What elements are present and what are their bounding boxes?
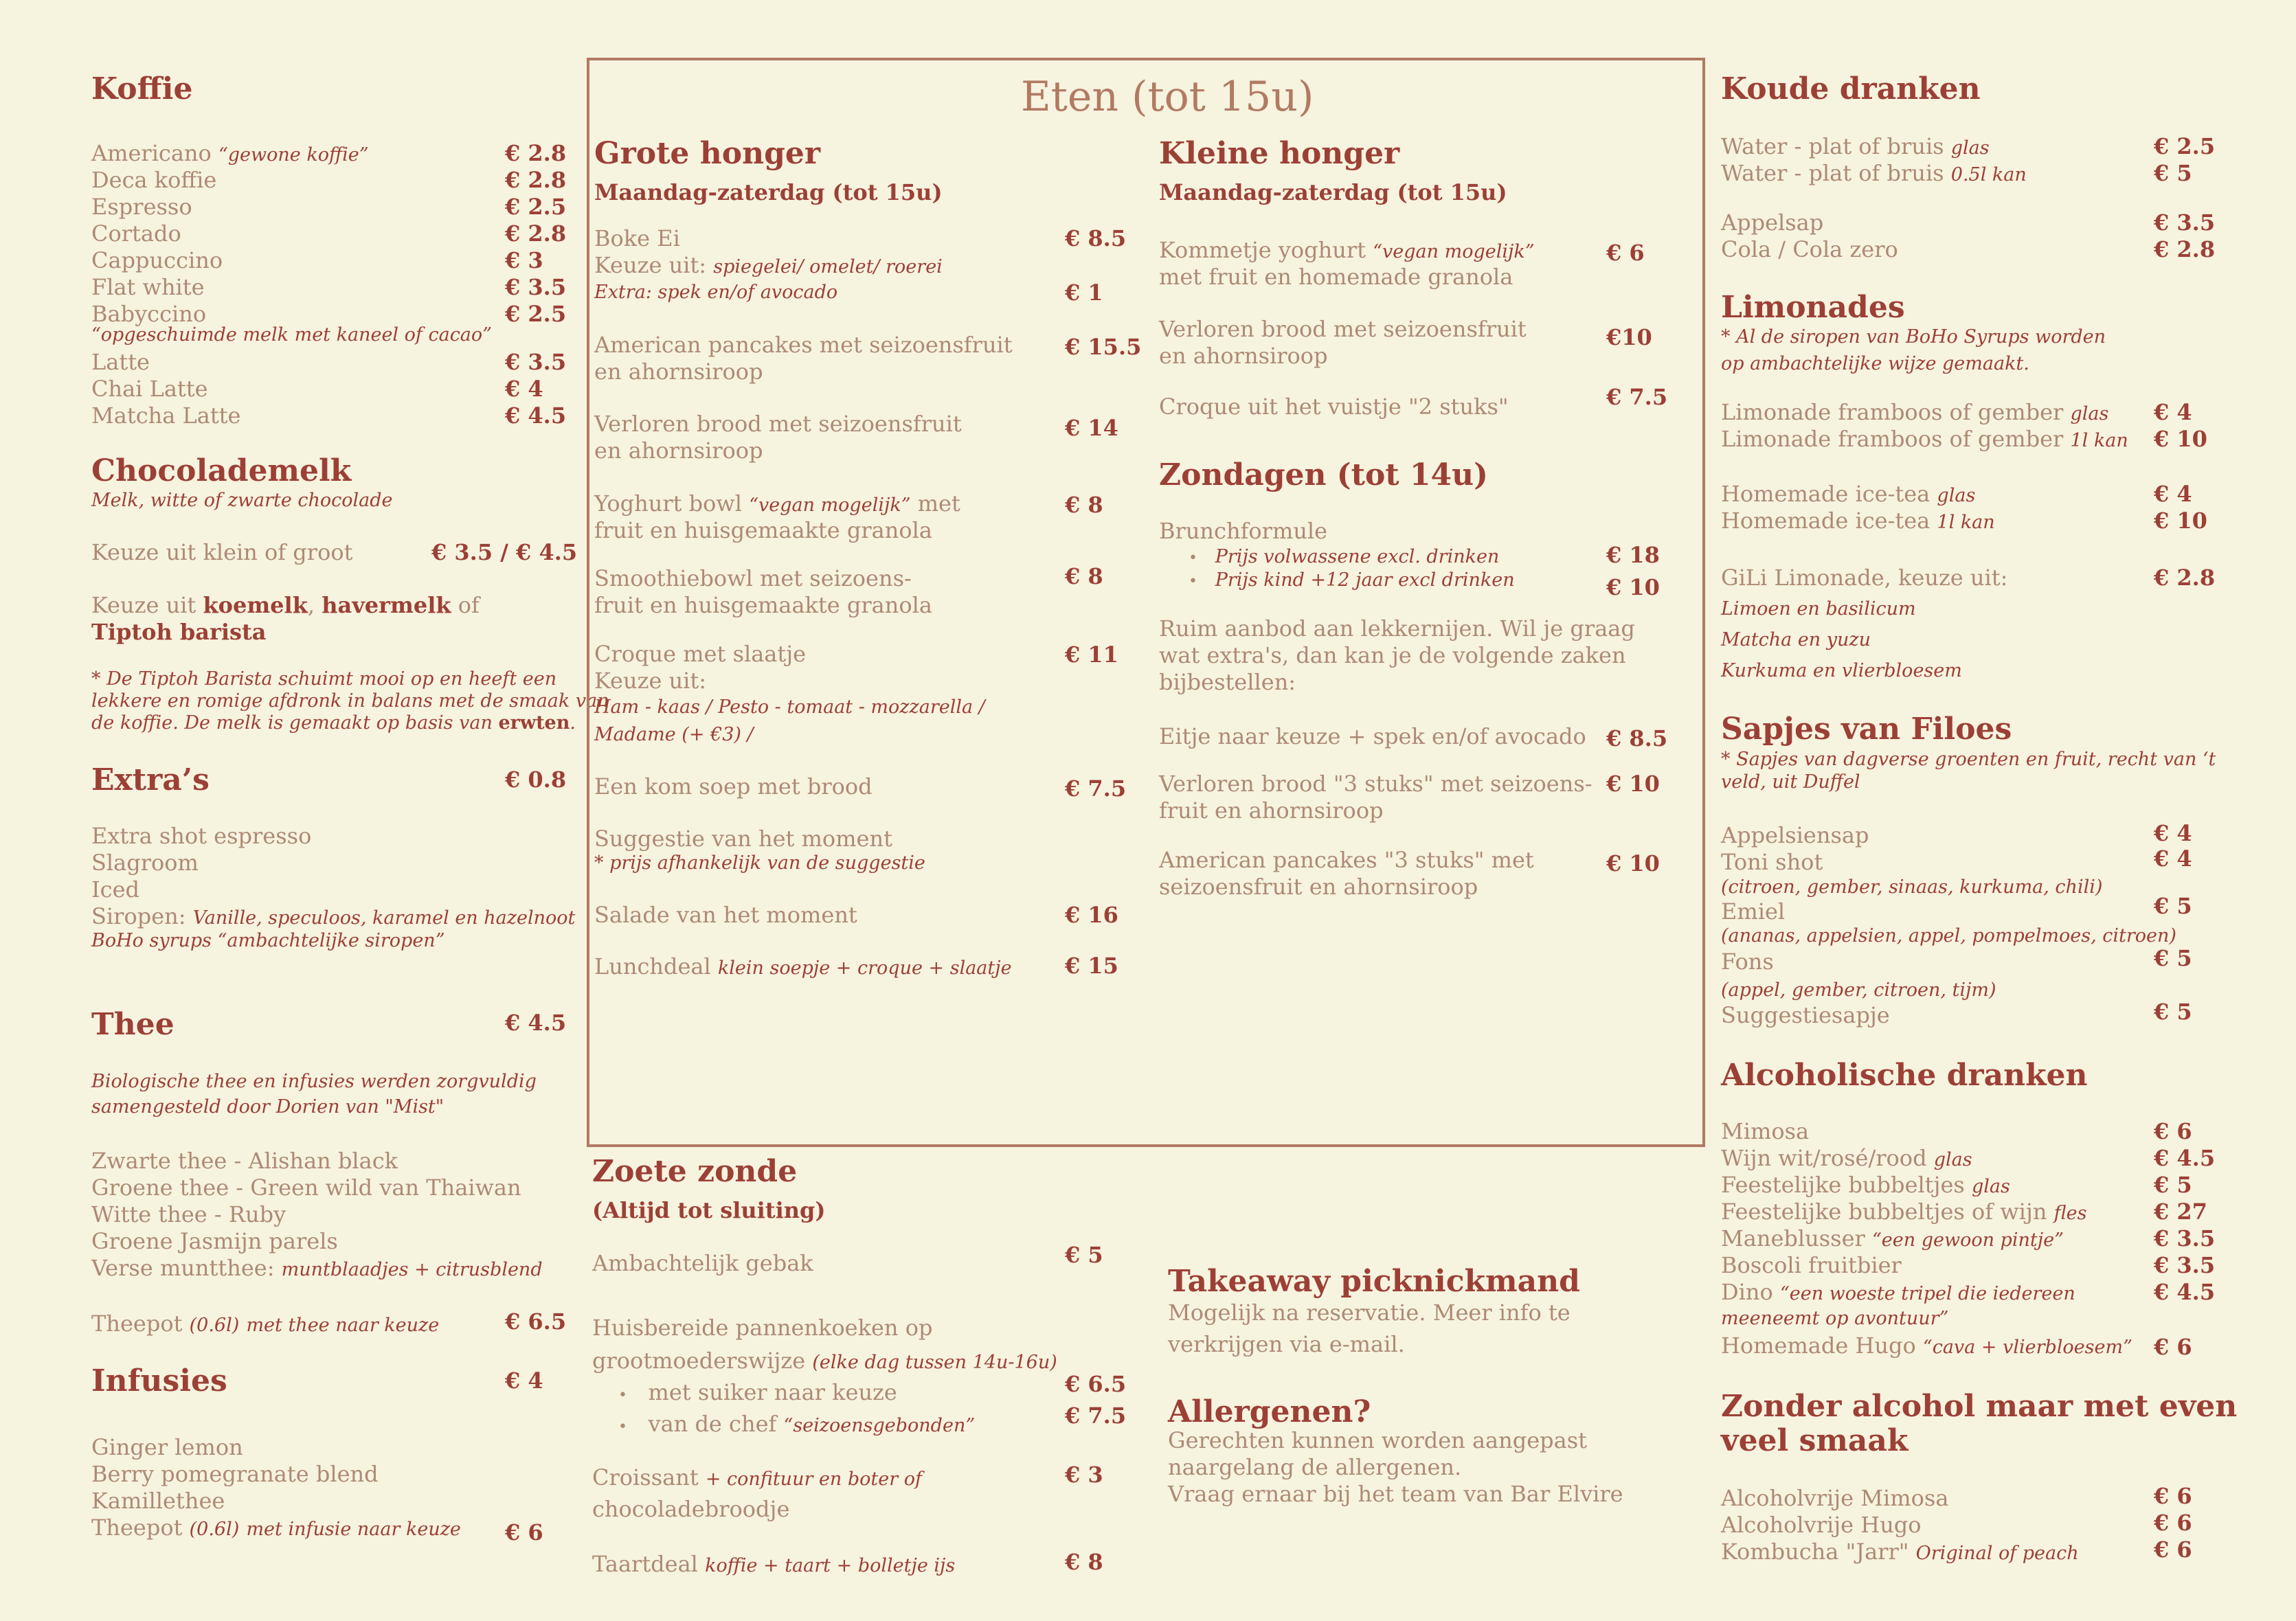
pannen-chef-note: “seizoensgebonden”: [783, 1415, 976, 1436]
hugo: [1721, 1333, 2132, 1361]
infusies-item-1: Berry pomegranate blend: [91, 1461, 379, 1487]
kommetje-2: met fruit en homemade granola: [1159, 264, 1513, 290]
extras-item-1: Slagroom: [91, 850, 199, 876]
koffie-item-price: € 2.5: [505, 301, 567, 327]
water-1: [1721, 133, 1990, 161]
pancakes-2: en ahornsiroop: [594, 359, 763, 385]
emiel-note: (ananas, appelsien, appel, pompelmoes, citroen): [1721, 925, 2176, 946]
koffie-item-name: Americano: [91, 140, 212, 166]
croque-1: Croque met slaatje: [594, 641, 807, 667]
wijn: [1721, 1145, 1972, 1173]
appelsap: Appelsap: [1721, 209, 1824, 236]
grote-title: Grote honger: [594, 136, 821, 171]
infusies-price: € 4: [505, 1368, 543, 1394]
croissant: [592, 1464, 922, 1493]
kleine-croque-price: € 7.5: [1606, 384, 1668, 410]
thee-pot: [91, 1311, 439, 1339]
suggestie: Suggestie van het moment: [594, 826, 892, 852]
bub-2-label: Feestelijke bubbeltjes of wijn: [1721, 1199, 2047, 1225]
milk-koemelk: koemelk: [203, 592, 308, 618]
water-2-price: € 5: [2154, 160, 2192, 186]
zoete-sub: (Altijd tot sluiting): [592, 1197, 826, 1223]
eten-title: Eten (tot 15u): [1021, 73, 1314, 121]
smoothie-1: Smoothiebowl met seizoens-: [594, 565, 912, 591]
gebak-price: € 5: [1065, 1242, 1103, 1268]
extras-price: € 0.8: [505, 767, 567, 793]
emiel: Emiel: [1721, 898, 1786, 925]
bub-2: [1721, 1199, 2086, 1227]
lunchdeal-price: € 15: [1065, 953, 1118, 979]
dino-note-2: meeneemt op avontuur”: [1721, 1308, 1949, 1329]
infusies-pot: [91, 1515, 461, 1543]
thee-pot-size: (0.6l): [189, 1315, 240, 1336]
extras-item-0: Extra shot espresso: [91, 823, 312, 849]
zondag-verloren-1: Verloren brood "3 stuks" met seizoens-: [1159, 771, 1592, 797]
thee-item-1: Groene thee - Green wild van Thaiwan: [91, 1175, 521, 1201]
brunch-kind: [1189, 568, 1515, 594]
milk-of: of: [458, 592, 480, 618]
fons-price: € 5: [2154, 945, 2192, 971]
gili-price: € 2.8: [2154, 565, 2216, 591]
lim-1-label: Limonade framboos of gember: [1721, 399, 2064, 425]
yoghurt-note: “vegan mogelijk”: [749, 495, 911, 516]
boke-extra-price: € 1: [1065, 280, 1103, 306]
taartdeal: [592, 1551, 955, 1579]
gili-opt-2: Kurkuma en vlierbloesem: [1721, 660, 1962, 681]
pancakes-1: American pancakes met seizoensfruit: [594, 332, 1013, 358]
ice-1-price: € 4: [2154, 481, 2192, 507]
lunchdeal: [594, 953, 1012, 982]
koffie-item-price: € 2.8: [505, 167, 567, 193]
alcohol-title: Alcoholische dranken: [1721, 1058, 2088, 1093]
kleine-croque: Croque uit het vuistje "2 stuks": [1159, 394, 1509, 420]
thee-item-2: Witte thee - Ruby: [91, 1201, 286, 1227]
thee-item-3: Groene Jasmijn parels: [91, 1228, 338, 1254]
yoghurt-price: € 8: [1065, 492, 1103, 518]
bullet-icon: •: [618, 1387, 627, 1404]
pannen-2: [592, 1348, 1057, 1376]
eitje-price: € 8.5: [1606, 725, 1668, 751]
lunchdeal-note: klein soepje + croque + slaatje: [717, 957, 1012, 979]
koffie-item-price: € 4.5: [505, 403, 567, 429]
brunch-volw-label: Prijs volwassene excl. drinken: [1215, 546, 1500, 567]
lim-1-price: € 4: [2154, 399, 2192, 425]
thee-pot-label: Theepot: [91, 1311, 183, 1337]
brunch-volw: [1189, 545, 1499, 571]
croissant-price: € 3: [1065, 1462, 1103, 1488]
zonder-title-2: veel smaak: [1721, 1423, 1909, 1458]
brunchformule: Brunchformule: [1159, 518, 1328, 544]
koffie-item: [91, 274, 205, 301]
extras-siropen-brand: BoHo syrups “ambachtelijke siropen”: [91, 930, 445, 951]
ruim-3: bijbestellen:: [1159, 669, 1296, 695]
suggestiesapje: Suggestiesapje: [1721, 1002, 1890, 1028]
allergenen-line-3: Vraag ernaar bij het team van Bar Elvire: [1168, 1481, 1623, 1507]
limonades-title: Limonades: [1721, 290, 1905, 325]
infusies-pot-label: Theepot: [91, 1515, 183, 1541]
koffie-item-name: Matcha Latte: [91, 403, 241, 429]
kombucha-note: Original of peach: [1915, 1543, 2079, 1564]
allergenen-title: Allergenen?: [1168, 1394, 1371, 1429]
infusies-item-0: Ginger lemon: [91, 1434, 243, 1460]
koffie-item-name: Flat white: [91, 274, 205, 300]
allergenen-line-1: Gerechten kunnen worden aangepast: [1168, 1427, 1587, 1453]
soep: Een kom soep met brood: [594, 773, 873, 800]
chocolademelk-milk-line: [91, 592, 480, 619]
koffie-item: [91, 220, 181, 247]
croque-price: € 11: [1065, 642, 1118, 668]
soep-price: € 7.5: [1065, 775, 1127, 802]
smoothie-2: fruit en huisgemaakte granola: [594, 592, 932, 618]
dino-note: “een woeste tripel die iedereen: [1779, 1283, 2075, 1304]
pannen-note: (elke dag tussen 14u-16u): [812, 1352, 1057, 1373]
footnote-end: .: [570, 712, 576, 734]
chocolademelk-keuze: Keuze uit klein of groot: [91, 539, 353, 565]
water-2-note: 0.5l kan: [1950, 164, 2027, 185]
pannen-suiker-price: € 6.5: [1065, 1371, 1127, 1397]
water-2: [1721, 160, 2027, 188]
toni-price: € 4: [2154, 846, 2192, 872]
infusies-title: Infusies: [91, 1363, 227, 1398]
suggestie-note: * prijs afhankelijk van de suggestie: [594, 852, 925, 874]
hugo-note: “cava + vlierbloesem”: [1922, 1337, 2132, 1358]
koffie-item-price: € 3.5: [505, 349, 567, 375]
koffie-title: Koffie: [91, 71, 193, 106]
yoghurt-label: Yoghurt bowl: [594, 490, 743, 517]
brunch-kind-label: Prijs kind +12 jaar excl drinken: [1215, 569, 1515, 591]
pannen-suiker-label: met suiker naar keuze: [648, 1379, 897, 1405]
extras-siropen: [91, 903, 575, 931]
limonades-note-1: * Al de siropen van BoHo Syrups worden: [1721, 326, 2106, 348]
grote-sub: Maandag-zaterdag (tot 15u): [594, 179, 943, 205]
takeaway-line-2: verkrijgen via e-mail.: [1168, 1331, 1405, 1357]
siropen-label: Siropen:: [91, 903, 186, 929]
pancakes-price: € 15.5: [1065, 334, 1142, 360]
koffie-item-price: € 2.5: [505, 194, 567, 220]
zondag-pancakes-1: American pancakes "3 stuks" met: [1159, 847, 1534, 873]
lim-2-price: € 10: [2154, 426, 2207, 452]
zoete-title: Zoete zonde: [592, 1154, 798, 1189]
milk-havermelk: havermelk: [322, 592, 451, 618]
kommetje-price: € 6: [1606, 240, 1645, 266]
bub-1: [1721, 1172, 2010, 1200]
ice-1: [1721, 481, 1975, 509]
thee-pot-note: met thee naar keuze: [246, 1315, 440, 1336]
verloren-1: Verloren brood met seizoensfruit: [594, 411, 962, 437]
gili-opt-1: Matcha en yuzu: [1721, 629, 1871, 650]
sapjes-note-2: veld, uit Duffel: [1721, 771, 1860, 793]
bub-2-note: fles: [2053, 1203, 2087, 1224]
cola: Cola / Cola zero: [1721, 236, 1898, 262]
koffie-item: [91, 140, 369, 168]
lim-1-note: glas: [2070, 403, 2109, 424]
koffie-item-name: Cappuccino: [91, 247, 223, 273]
thee-note-2: samengesteld door Dorien van "Mist": [91, 1096, 444, 1118]
lim-2-note: 1l kan: [2070, 430, 2128, 451]
pannen-chef-label: van de chef: [648, 1411, 777, 1437]
munt-label: Verse muntthee:: [91, 1255, 275, 1281]
maneblusser-label: Maneblusser: [1721, 1225, 1865, 1251]
verloren-price: € 14: [1065, 415, 1118, 441]
water-1-label: Water - plat of bruis: [1721, 133, 1944, 159]
water-1-price: € 2.5: [2154, 133, 2216, 159]
chocolademelk-footnote-1: * De Tiptoh Barista schuimt mooi op en heeft een: [91, 668, 557, 690]
kleine-sub: Maandag-zaterdag (tot 15u): [1159, 179, 1507, 205]
wijn-label: Wijn wit/rosé/rood: [1721, 1145, 1927, 1171]
cola-price: € 2.8: [2154, 236, 2216, 262]
infusies-pot-size: (0.6l): [189, 1519, 240, 1540]
ice-2-price: € 10: [2154, 508, 2207, 534]
ruim-2: wat extra's, dan kan je de volgende zaken: [1159, 642, 1626, 668]
emiel-price: € 5: [2154, 893, 2192, 919]
lim-1: [1721, 399, 2108, 427]
kleine-verloren-price: €10: [1606, 324, 1652, 350]
fons-note: (appel, gember, citroen, tijm): [1721, 979, 1996, 1001]
maneblusser-note: “een gewoon pintje”: [1871, 1229, 2064, 1251]
infusies-item-2: Kamillethee: [91, 1488, 225, 1514]
wijn-note: glas: [1933, 1149, 1972, 1170]
bullet-icon: •: [618, 1418, 627, 1436]
boke-keuze: [594, 252, 943, 280]
lunchdeal-label: Lunchdeal: [594, 953, 711, 979]
bub-2-price: € 27: [2154, 1199, 2207, 1225]
eitje: Eitje naar keuze + spek en/of avocado: [1159, 723, 1586, 749]
taartdeal-label: Taartdeal: [592, 1551, 698, 1577]
chocolademelk-note: Melk, witte of zwarte chocolade: [91, 490, 393, 511]
pannen-chef-price: € 7.5: [1065, 1403, 1127, 1429]
koffie-item: [91, 167, 216, 194]
gili-opt-0: Limoen en basilicum: [1721, 598, 1916, 620]
boke-ei-price: € 8.5: [1065, 225, 1127, 251]
chocolademelk-price: € 3.5 / € 4.5: [431, 539, 578, 565]
water-2-label: Water - plat of bruis: [1721, 160, 1944, 186]
infusies-pot-price: € 6: [505, 1519, 543, 1545]
bub-1-label: Feestelijke bubbeltjes: [1721, 1172, 1965, 1198]
zondag-pancakes-price: € 10: [1606, 850, 1660, 876]
nonalc-hugo: Alcoholvrije Hugo: [1721, 1512, 1922, 1538]
boke-keuze-note: spiegelei/ omelet/ roerei: [713, 256, 943, 277]
taartdeal-price: € 8: [1065, 1549, 1103, 1575]
koffie-item: “opgeschuimde melk met kaneel of cacao”: [91, 324, 492, 345]
thee-item-0: Zwarte thee - Alishan black: [91, 1148, 398, 1174]
lim-2: [1721, 426, 2128, 454]
milk-sep: ,: [307, 592, 315, 618]
footnote-bold: erwten: [498, 712, 570, 734]
boke-extra: Extra: spek en/of avocado: [594, 282, 838, 303]
toni: Toni shot: [1721, 849, 1823, 875]
siropen-note: Vanille, speculoos, karamel en hazelnoot: [192, 907, 576, 929]
ruim-1: Ruim aanbod aan lekkernijen. Wil je graag: [1159, 615, 1635, 642]
boke-keuze-label: Keuze uit:: [594, 252, 707, 278]
sapjes-title: Sapjes van Filoes: [1721, 712, 2012, 747]
fons: Fons: [1721, 949, 1774, 975]
mimosa: Mimosa: [1721, 1118, 1810, 1144]
kommetje-1: [1159, 237, 1535, 265]
gili: GiLi Limonade, keuze uit:: [1721, 565, 2008, 591]
milk-prefix: Keuze uit: [91, 592, 196, 618]
koffie-item-name: Latte: [91, 349, 150, 375]
zondagen-title: Zondagen (tot 14u): [1159, 457, 1488, 492]
thee-munt: [91, 1255, 543, 1283]
kommetje-note: “vegan mogelijk”: [1373, 241, 1535, 262]
croque-2: Keuze uit:: [594, 668, 707, 694]
limonades-note-2: op ambachtelijke wijze gemaakt.: [1721, 353, 2029, 374]
toni-note: (citroen, gember, sinaas, kurkuma, chili): [1721, 876, 2103, 898]
thee-title: Thee: [91, 1007, 175, 1042]
boke-ei: Boke Ei: [594, 225, 680, 251]
yoghurt-2: fruit en huisgemaakte granola: [594, 517, 932, 543]
bub-1-price: € 5: [2154, 1172, 2192, 1198]
mimosa-price: € 6: [2154, 1118, 2192, 1144]
pannen-1: Huisbereide pannenkoeken op: [592, 1315, 933, 1341]
koffie-item: [91, 349, 150, 376]
koffie-item-name: Cortado: [91, 220, 181, 247]
koffie-item-price: € 3.5: [505, 274, 567, 300]
takeaway-title: Takeaway picknickmand: [1168, 1264, 1580, 1299]
gebak: Ambachtelijk gebak: [592, 1250, 813, 1276]
allergenen-line-2: naargelang de allergenen.: [1168, 1454, 1462, 1480]
koffie-item-price: € 2.8: [505, 220, 567, 247]
zondag-pancakes-2: seizoensfruit en ahornsiroop: [1159, 874, 1478, 900]
ice-2-note: 1l kan: [1937, 512, 1995, 533]
thee-note-1: Biologische thee en infusies werden zorgvuldig: [91, 1071, 537, 1092]
kleine-verloren-2: en ahornsiroop: [1159, 343, 1328, 369]
suggestiesapje-price: € 5: [2154, 999, 2192, 1025]
kleine-title: Kleine honger: [1159, 136, 1400, 171]
lim-2-label: Limonade framboos of gember: [1721, 426, 2064, 452]
nonalc-mimosa-price: € 6: [2154, 1483, 2192, 1509]
bub-1-note: glas: [1971, 1176, 2010, 1197]
salade: Salade van het moment: [594, 902, 857, 928]
infusies-pot-note: met infusie naar keuze: [246, 1519, 461, 1540]
hugo-label: Homemade Hugo: [1721, 1333, 1916, 1359]
koffie-item-name: Espresso: [91, 194, 192, 220]
koffie-item-price: € 4: [505, 376, 543, 402]
koffie-item-price: € 3: [505, 247, 543, 273]
koffie-item: [91, 376, 208, 403]
koffie-item: [91, 194, 192, 220]
koffie-item: [91, 247, 223, 274]
yoghurt-met: met: [917, 490, 960, 517]
chocolademelk-title: Chocolademelk: [91, 453, 352, 488]
thee-pot-price: € 6.5: [505, 1308, 567, 1335]
wijn-price: € 4.5: [2154, 1145, 2216, 1171]
dino-label: Dino: [1721, 1279, 1773, 1305]
zonder-title-1: Zonder alcohol maar met even: [1721, 1389, 2238, 1424]
extras-title: Extra’s: [91, 762, 210, 797]
koffie-item-name: Babyccino: [91, 301, 207, 327]
munt-note: muntblaadjes + citrusblend: [281, 1259, 543, 1280]
ice-1-note: glas: [1937, 485, 1976, 506]
croque-3: Ham - kaas / Pesto - tomaat - mozzarella /: [594, 696, 985, 718]
ice-2: [1721, 508, 1995, 536]
nonalc-hugo-price: € 6: [2154, 1510, 2192, 1536]
salade-price: € 16: [1065, 902, 1118, 928]
koffie-item-name: Chai Latte: [91, 376, 208, 402]
kommetje-label: Kommetje yoghurt: [1159, 237, 1366, 263]
taartdeal-note: koffie + taart + bolletje ijs: [705, 1555, 956, 1576]
croissant-2: chocoladebroodje: [592, 1496, 790, 1522]
dino-price: € 4.5: [2154, 1279, 2216, 1305]
pannen-label: grootmoederswijze: [592, 1348, 806, 1374]
sapjes-note-1: * Sapjes van dagverse groenten en fruit, recht van ‘t: [1721, 749, 2216, 770]
nonalc-mimosa: Alcoholvrije Mimosa: [1721, 1485, 1949, 1511]
brunch-kind-price: € 10: [1606, 574, 1660, 600]
zondag-verloren-2: fruit en ahornsiroop: [1159, 797, 1384, 824]
kombucha: [1721, 1539, 2079, 1567]
chocolademelk-footnote-3: [91, 711, 576, 736]
croissant-note: + confituur en boter of: [705, 1469, 922, 1490]
milk-tiptoh: Tiptoh barista: [91, 619, 267, 645]
ice-2-label: Homemade ice-tea: [1721, 508, 1931, 534]
pannen-chef: [618, 1411, 975, 1440]
verloren-2: en ahornsiroop: [594, 438, 763, 464]
boscoli-price: € 3.5: [2154, 1252, 2216, 1278]
maneblusser: [1721, 1225, 2064, 1254]
pannen-suiker: [618, 1379, 897, 1409]
croissant-label: Croissant: [592, 1464, 699, 1490]
extras-item-2: Iced: [91, 876, 139, 903]
water-1-note: glas: [1950, 137, 1990, 159]
kleine-verloren-1: Verloren brood met seizoensfruit: [1159, 316, 1527, 342]
dino: [1721, 1279, 2075, 1307]
appelsap-price: € 3.5: [2154, 209, 2216, 236]
croque-4: Madame (+ €3) /: [594, 724, 754, 745]
koffie-item-price: € 2.8: [505, 140, 567, 166]
bullet-icon: •: [1189, 573, 1197, 590]
chocolademelk-footnote-2: lekkere en romige afdronk in balans met de smaak van: [91, 690, 609, 712]
boscoli: Boscoli fruitbier: [1721, 1252, 1902, 1278]
koude-title: Koude dranken: [1721, 71, 1981, 106]
smoothie-price: € 8: [1065, 563, 1103, 589]
bullet-icon: •: [1189, 549, 1197, 567]
brunch-volw-price: € 18: [1606, 542, 1660, 568]
zondag-verloren-price: € 10: [1606, 771, 1660, 797]
koffie-item: [91, 403, 240, 429]
yoghurt-1: [594, 490, 960, 519]
kombucha-label: Kombucha "Jarr": [1721, 1539, 1909, 1565]
footnote-text: de koffie. De melk is gemaakt op basis van: [91, 712, 493, 734]
takeaway-line-1: Mogelijk na reservatie. Meer info te: [1168, 1300, 1571, 1326]
koffie-item-note: “gewone koffie”: [218, 144, 369, 166]
koffie-item-name: Deca koffie: [91, 167, 217, 193]
thee-price: € 4.5: [505, 1010, 567, 1036]
kombucha-price: € 6: [2154, 1537, 2192, 1563]
maneblusser-price: € 3.5: [2154, 1225, 2216, 1251]
ice-1-label: Homemade ice-tea: [1721, 481, 1931, 507]
appelsiensap: Appelsiensap: [1721, 822, 1869, 848]
appelsiensap-price: € 4: [2154, 820, 2192, 846]
hugo-price: € 6: [2154, 1334, 2192, 1360]
